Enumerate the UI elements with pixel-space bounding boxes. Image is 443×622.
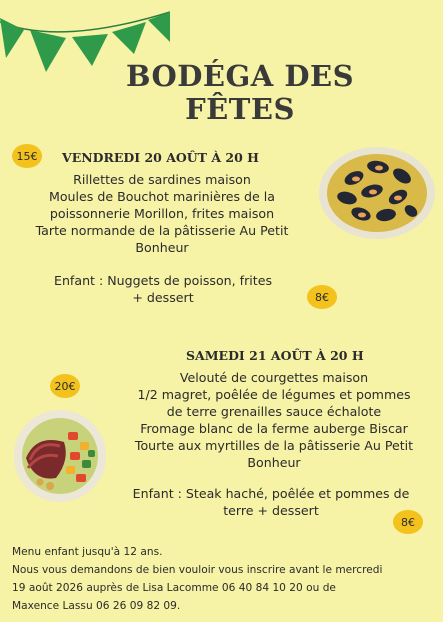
friday-kids-price-badge: 8€	[307, 285, 337, 309]
saturday-kids-line: Enfant : Steak haché, poêlée et pommes de	[132, 486, 410, 501]
friday-menu	[12, 171, 312, 256]
footer-line: Menu enfant jusqu'à 12 ans.	[12, 546, 163, 558]
saturday-kids-price-badge: 8€	[393, 510, 423, 534]
page-title-line1: BODÉGA DES	[125, 59, 355, 93]
saturday-menu	[110, 369, 438, 471]
mussels-plate-icon	[316, 143, 438, 241]
saturday-kids-menu	[110, 485, 432, 519]
saturday-kids-line: terre + dessert	[223, 503, 319, 518]
friday-menu-line: Rillettes de sardines maison	[73, 172, 251, 187]
footer-line: 19 août 2026 auprès de Lisa Lacomme 06 40 84 10 20 ou de	[12, 582, 336, 594]
friday-menu-line: Moules de Bouchot marinières de la	[48, 189, 276, 204]
footer-line: Maxence Lassu 06 26 09 82 09.	[12, 600, 181, 612]
footer-line: Nous vous demandons de bien vouloir vous inscrire avant le mercredi	[12, 564, 383, 576]
footer-info	[12, 543, 437, 615]
duck-magret-plate-icon	[12, 408, 108, 504]
friday-kids-menu	[28, 272, 298, 306]
friday-kids-line: Enfant : Nuggets de poisson, frites	[53, 273, 273, 288]
saturday-price-badge: 20€	[50, 374, 80, 398]
friday-menu-line: Tarte normande de la pâtisserie Au Petit	[35, 223, 289, 238]
saturday-heading: SAMEDI 21 AOÛT À 20 H	[186, 348, 364, 363]
friday-menu-line: poissonnerie Morillon, frites maison	[49, 206, 275, 221]
friday-price-badge: 15€	[12, 144, 42, 168]
saturday-menu-line: Velouté de courgettes maison	[179, 370, 369, 385]
saturday-menu-line: Fromage blanc de la ferme auberge Biscar	[140, 421, 408, 436]
saturday-menu-line: Bonheur	[247, 455, 301, 470]
saturday-menu-line: Tourte aux myrtilles de la pâtisserie Au Petit	[134, 438, 414, 453]
friday-heading: VENDREDI 20 AOÛT À 20 H	[62, 150, 259, 165]
saturday-menu-line: 1/2 magret, poêlée de légumes et pommes	[137, 387, 411, 402]
friday-menu-line: Bonheur	[135, 240, 189, 255]
friday-kids-line: + dessert	[132, 290, 194, 305]
page-title-line2: FÊTES	[185, 92, 295, 126]
saturday-menu-line: de terre grenailles sauce échalote	[166, 404, 382, 419]
